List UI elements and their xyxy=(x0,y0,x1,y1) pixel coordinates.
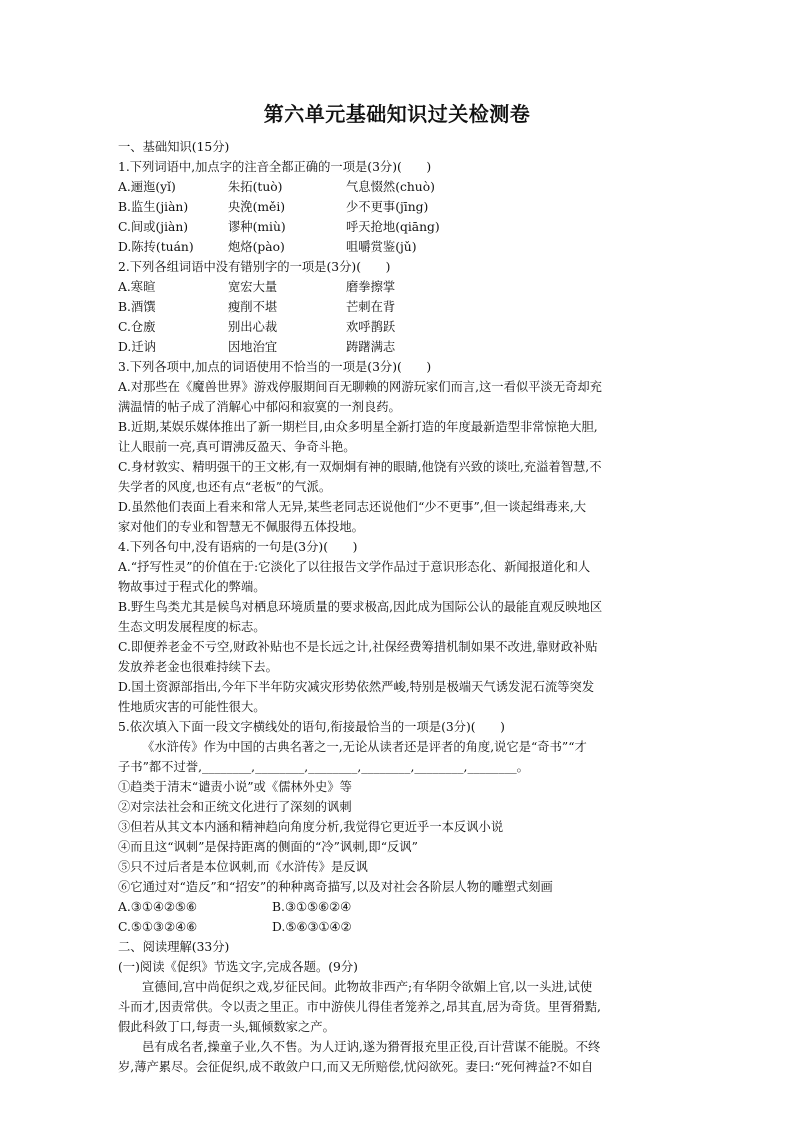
text-line: C.即便养老金不亏空,财政补贴也不是长远之计,社保经费筹措机制如果不改进,靠财政补贴 xyxy=(118,640,598,654)
text-line: 斗而才,因责常供。令以责之里正。市中游侠儿得佳者笼养之,昂其直,居为奇货。里胥猾黠, xyxy=(118,1000,601,1014)
option-row xyxy=(118,917,684,937)
option-row xyxy=(118,237,684,257)
option-text: C.仓廒 xyxy=(118,320,156,334)
option-text: 踌躇满志 xyxy=(346,340,396,354)
text-line: 生态文明发展程度的标志。 xyxy=(118,620,266,634)
option-text: 宽宏大量 xyxy=(228,280,278,294)
option-row xyxy=(118,197,684,217)
text-line: B.近期,某娱乐媒体推出了新一期栏目,由众多明星全新打造的年度最新造型非常惊艳大胆, xyxy=(118,420,598,434)
option-text: A.寒暄 xyxy=(118,280,156,294)
text-line: ⑥它通过对“造反”和“招安”的种种离奇描写,以及对社会各阶层人物的雕塑式刻画 xyxy=(118,880,553,894)
option-text: 央浼(měi) xyxy=(228,200,286,214)
option-text: 咀嚼赏鉴(jǔ) xyxy=(346,240,417,254)
option-text: C.⑤①③②④⑥ xyxy=(118,920,198,934)
text-line: 物故事过于程式化的弊端。 xyxy=(118,580,266,594)
text-line: 假此科敛丁口,每责一头,辄倾数家之产。 xyxy=(118,1020,335,1034)
question-stem: (一)阅读《促织》节选文字,完成各题。(9分) xyxy=(118,960,358,974)
text-line: 满温情的帖子成了消解心中郁闷和寂寞的一剂良药。 xyxy=(118,400,401,414)
option-row xyxy=(118,177,684,197)
text-line: ①趋类于清末“谴责小说”或《儒林外史》等 xyxy=(118,780,352,794)
option-row xyxy=(118,277,684,297)
option-text: 谬种(miù) xyxy=(228,220,286,234)
question-stem: 2.下列各组词语中没有错别字的一项是(3分)( ) xyxy=(118,260,391,274)
option-text: B.监生(jiàn) xyxy=(118,200,189,214)
text-line: D.国土资源部指出,今年下半年防灾减灾形势依然严峻,特别是极端天气诱发泥石流等突发 xyxy=(118,680,595,694)
section-heading: 一、基础知识(15分) xyxy=(118,140,230,154)
option-text: B.酒馔 xyxy=(118,300,156,314)
option-text: C.间或(jiàn) xyxy=(118,220,189,234)
text-line: B.野生鸟类尤其是候鸟对栖息环境质量的要求极高,因此成为国际公认的最能直观反映地区 xyxy=(118,600,603,614)
option-text: 磨拳擦掌 xyxy=(346,280,396,294)
text-line: 家对他们的专业和智慧无不佩服得五体投地。 xyxy=(118,520,364,534)
paragraph-line: 宣德间,宫中尚促织之戏,岁征民间。此物故非西产;有华阴令欲媚上官,以一头进,试使 xyxy=(142,980,593,994)
option-row xyxy=(118,897,684,917)
option-text: A.逦迤(yǐ) xyxy=(118,180,176,194)
text-line: ③但若从其文本内涵和精神趋向角度分析,我觉得它更近乎一本反讽小说 xyxy=(118,820,504,834)
option-text: D.⑤⑥③①④② xyxy=(272,920,352,934)
paragraph-line: 《水浒传》作为中国的古典名著之一,无论从读者还是评者的角度,说它是“奇书”“才 xyxy=(142,740,587,754)
question-stem: 1.下列词语中,加点字的注音全都正确的一项是(3分)( ) xyxy=(118,160,432,174)
text-line: 子书”都不过誉,________,________,________,________,________,________。 xyxy=(118,760,529,774)
option-text: 欢呼鹊跃 xyxy=(346,320,396,334)
paragraph-line: 邑有成名者,操童子业,久不售。为人迂讷,遂为猾胥报充里正役,百计营谋不能脱。不终 xyxy=(142,1040,601,1054)
option-text: 别出心裁 xyxy=(228,320,278,334)
text-line: 岁,薄产累尽。会征促织,成不敢敛户口,而又无所赔偿,忧闷欲死。妻曰:“死何裨益?不如自 xyxy=(118,1060,594,1074)
text-line: ②对宗法社会和正统文化进行了深刻的讽刺 xyxy=(118,800,352,814)
option-text: A.③①④②⑤⑥ xyxy=(118,900,197,914)
document-body xyxy=(118,137,684,1077)
text-line: A.对那些在《魔兽世界》游戏停服期间百无聊赖的网游玩家们而言,这一看似平淡无奇却充 xyxy=(118,380,602,394)
option-text: 瘦削不堪 xyxy=(228,300,278,314)
option-row xyxy=(118,317,684,337)
text-line: A.“抒写性灵”的价值在于:它淡化了以往报告文学作品过于意识形态化、新闻报道化和人 xyxy=(118,560,591,574)
option-row xyxy=(118,217,684,237)
text-line: ④而且这“讽刺”是保持距离的侧面的“冷”讽刺,即“反讽” xyxy=(118,840,418,854)
page-title: 第六单元基础知识过关检测卷 xyxy=(263,102,531,126)
option-text: 少不更事(jīng) xyxy=(346,200,429,214)
option-text: 呼天抢地(qiāng) xyxy=(346,220,440,234)
text-line: C.身材敦实、精明强干的王文彬,有一双炯炯有神的眼睛,他饶有兴致的谈吐,充溢着智慧,不 xyxy=(118,460,602,474)
option-text: 气息惙然(chuò) xyxy=(346,180,435,194)
option-text: D.陈抟(tuán) xyxy=(118,240,194,254)
text-line: ⑤只不过后者是本位讽刺,而《水浒传》是反讽 xyxy=(118,860,368,874)
option-text: 芒刺在背 xyxy=(346,300,396,314)
question-stem: 3.下列各项中,加点的词语使用不恰当的一项是(3分)( ) xyxy=(118,360,432,374)
option-text: 炮烙(pào) xyxy=(228,240,285,254)
option-text: D.迁讷 xyxy=(118,340,156,354)
section-heading: 二、阅读理解(33分) xyxy=(118,940,230,954)
text-line: 发放养老金也很难持续下去。 xyxy=(118,660,278,674)
text-line: 让人眼前一亮,真可谓沸反盈天、争奇斗艳。 xyxy=(118,440,356,454)
option-row xyxy=(118,337,684,357)
question-stem: 4.下列各句中,没有语病的一句是(3分)( ) xyxy=(118,540,358,554)
option-text: 朱拓(tuò) xyxy=(228,180,283,194)
option-text: 因地治宜 xyxy=(228,340,278,354)
question-stem: 5.依次填入下面一段文字横线处的语句,衔接最恰当的一项是(3分)( ) xyxy=(118,720,505,734)
option-row xyxy=(118,297,684,317)
option-text: B.③①⑤⑥②④ xyxy=(272,900,352,914)
text-line: 性地质灾害的可能性很大。 xyxy=(118,700,266,714)
text-line: 失学者的风度,也还有点“老板”的气派。 xyxy=(118,480,332,494)
text-line: D.虽然他们表面上看来和常人无异,某些老同志还说他们“少不更事”,但一谈起缉毒来,大 xyxy=(118,500,587,514)
